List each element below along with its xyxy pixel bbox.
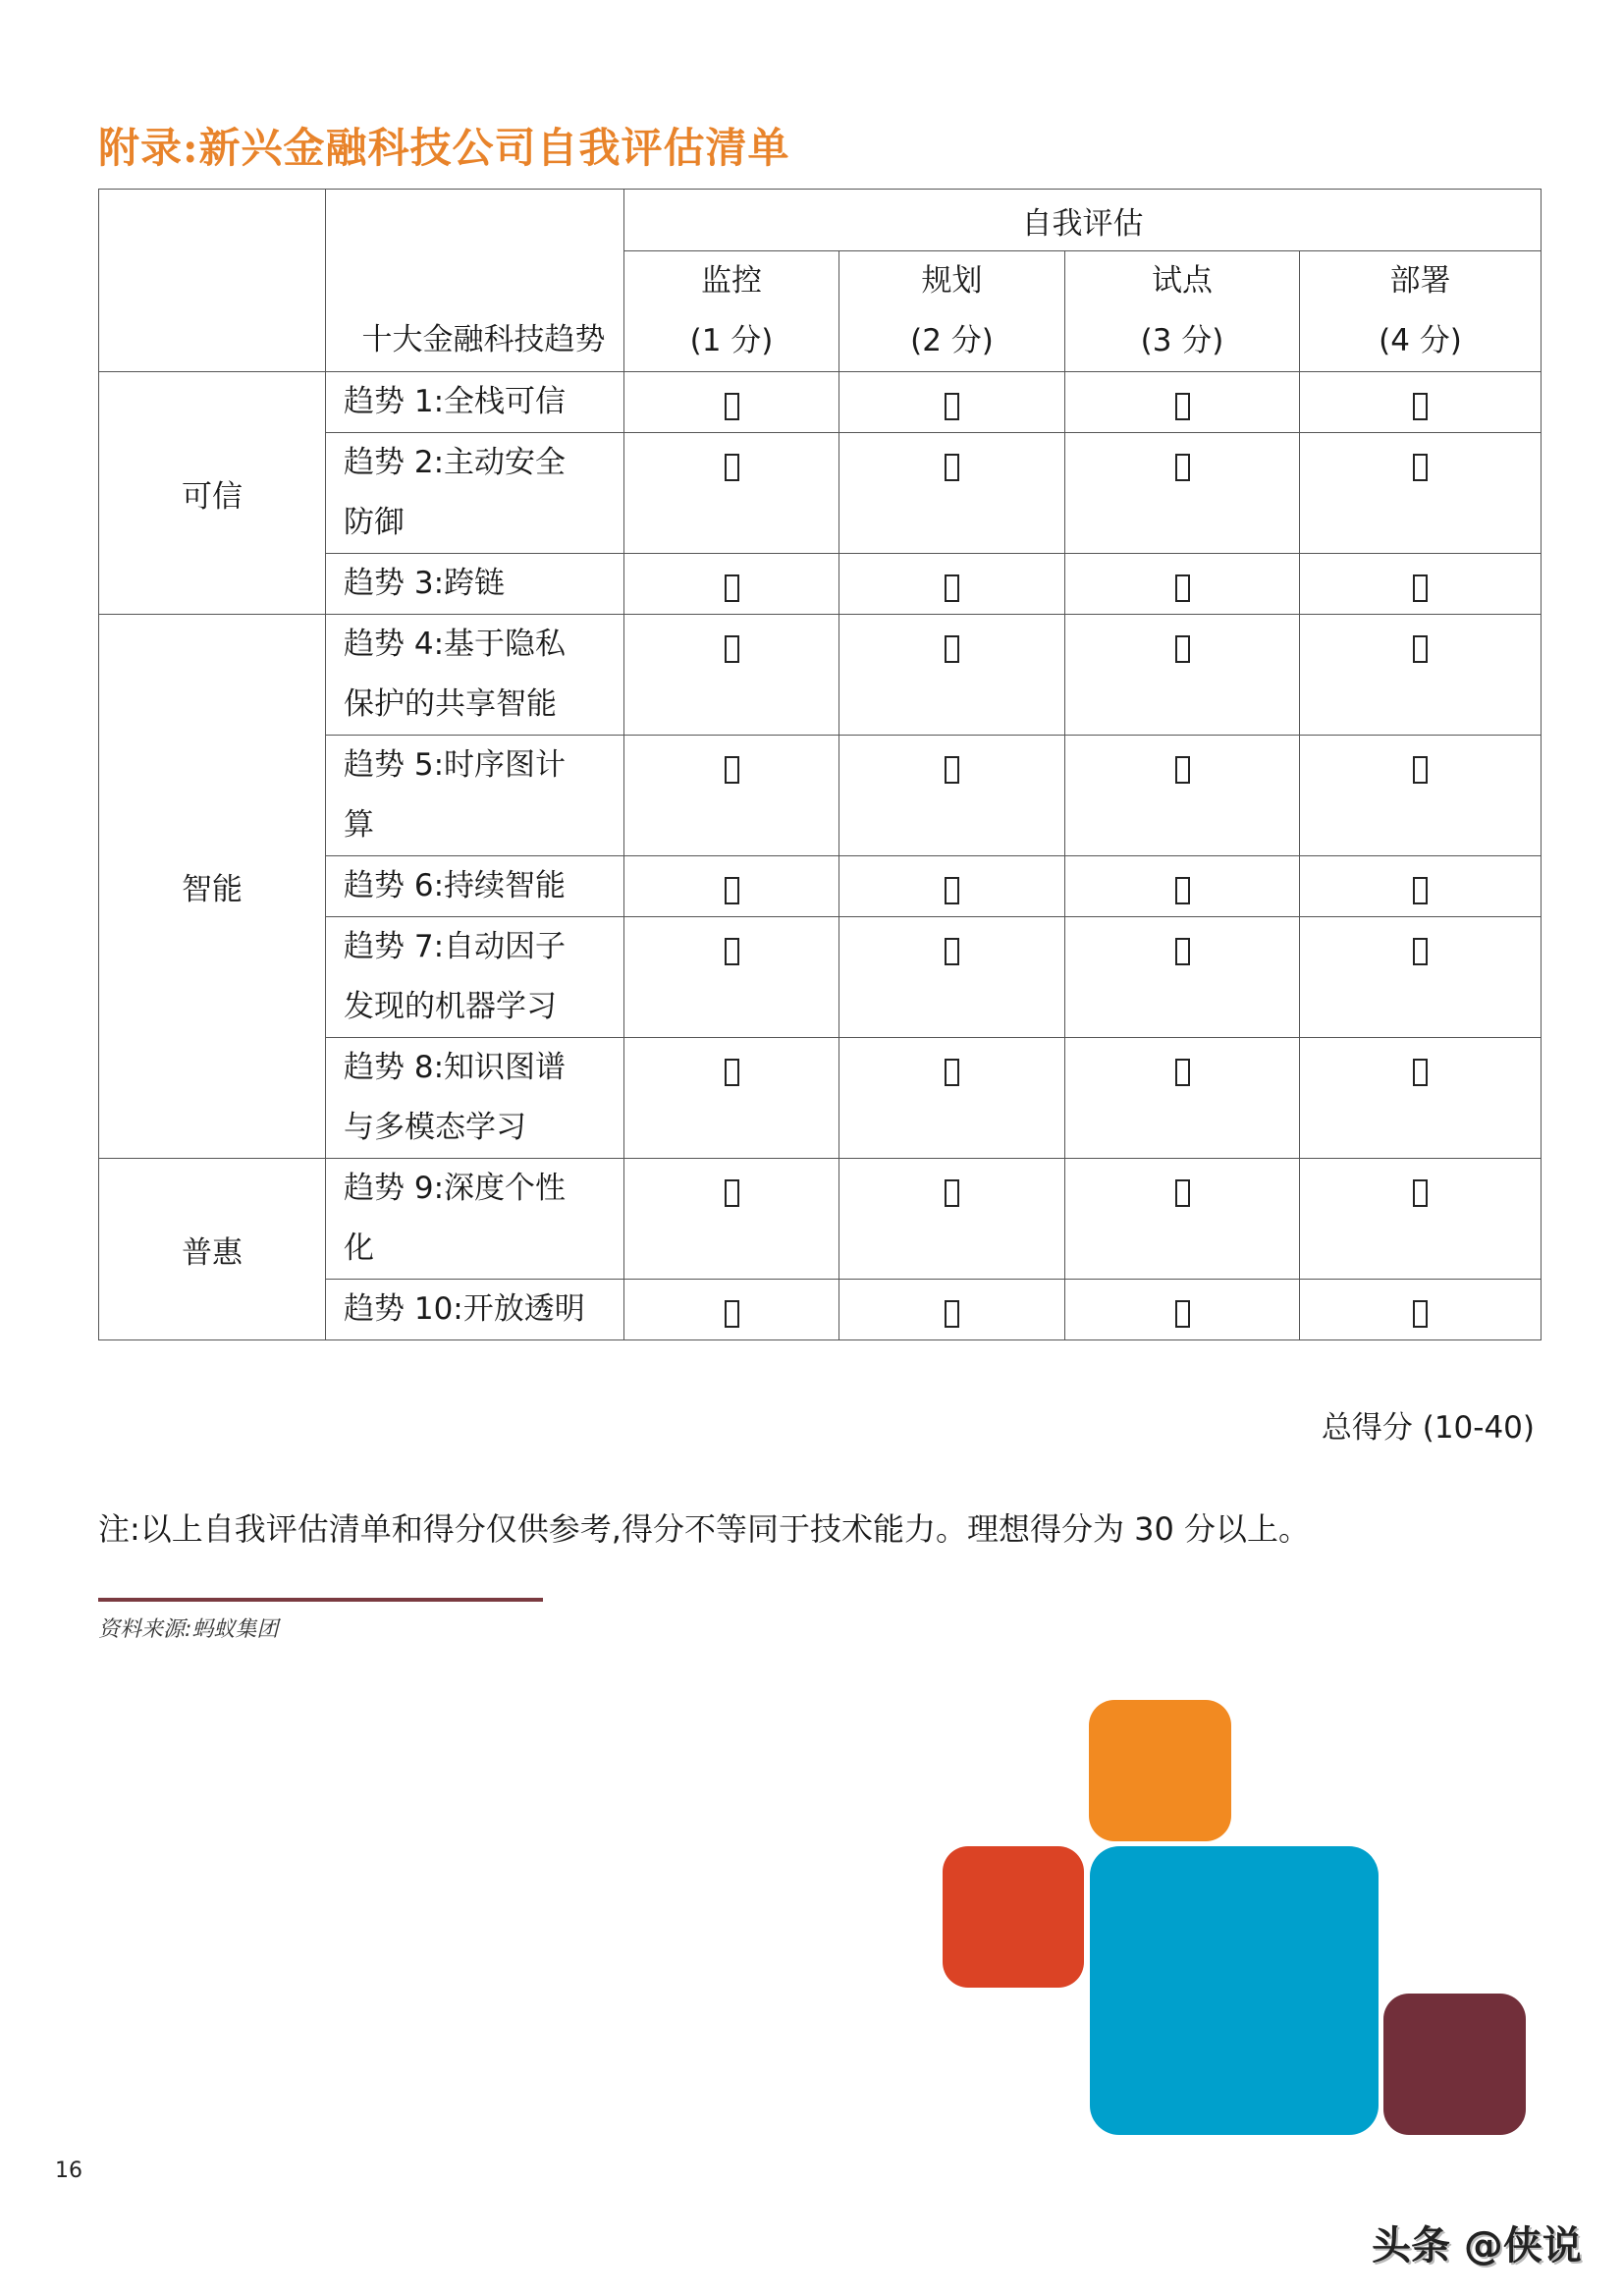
level-score: (3 分) bbox=[1140, 323, 1224, 358]
trend-name bbox=[326, 1280, 624, 1340]
table-row bbox=[99, 372, 1542, 433]
header-level-deploy bbox=[1300, 251, 1542, 372]
checkbox-icon[interactable] bbox=[945, 756, 959, 784]
checkbox-icon[interactable] bbox=[945, 574, 959, 602]
checkbox-icon[interactable] bbox=[945, 454, 959, 481]
checkbox-icon[interactable] bbox=[725, 1059, 739, 1086]
score-cell[interactable] bbox=[624, 917, 839, 1038]
score-cell[interactable] bbox=[1065, 1038, 1300, 1159]
trend-name-line: 化 bbox=[344, 1230, 374, 1266]
checkbox-icon[interactable] bbox=[1175, 454, 1190, 481]
score-cell[interactable] bbox=[839, 433, 1065, 554]
score-cell[interactable] bbox=[839, 736, 1065, 856]
score-cell[interactable] bbox=[1300, 615, 1542, 736]
checkbox-icon[interactable] bbox=[725, 635, 739, 663]
level-score: (1 分) bbox=[689, 323, 774, 358]
trend-name bbox=[326, 856, 624, 917]
checkbox-icon[interactable] bbox=[725, 454, 739, 481]
level-label: 部署 bbox=[1389, 263, 1451, 299]
trend-name-line: 发现的机器学习 bbox=[344, 989, 557, 1024]
trend-name bbox=[326, 433, 624, 554]
score-cell[interactable] bbox=[839, 856, 1065, 917]
checkbox-icon[interactable] bbox=[1413, 877, 1428, 904]
trend-name-line: 算 bbox=[344, 807, 374, 843]
score-cell[interactable] bbox=[839, 1159, 1065, 1280]
decorative-maroon-square bbox=[1383, 1994, 1526, 2135]
checkbox-icon[interactable] bbox=[725, 1179, 739, 1207]
score-cell[interactable] bbox=[624, 856, 839, 917]
score-cell[interactable] bbox=[1065, 1159, 1300, 1280]
level-score: (2 分) bbox=[910, 323, 994, 358]
score-cell[interactable] bbox=[1300, 372, 1542, 433]
header-level-pilot bbox=[1065, 251, 1300, 372]
score-cell[interactable] bbox=[624, 1038, 839, 1159]
checkbox-icon[interactable] bbox=[945, 1059, 959, 1086]
trend-name-line: 趋势 4:基于隐私 bbox=[344, 627, 567, 662]
score-cell[interactable] bbox=[839, 372, 1065, 433]
header-self-assessment: 自我评估 bbox=[624, 190, 1542, 251]
score-cell[interactable] bbox=[839, 1038, 1065, 1159]
score-cell[interactable] bbox=[1065, 917, 1300, 1038]
trend-name bbox=[326, 372, 624, 433]
trend-name-line: 趋势 6:持续智能 bbox=[344, 868, 567, 903]
checkbox-icon[interactable] bbox=[945, 938, 959, 965]
decorative-blue-square bbox=[1090, 1846, 1379, 2135]
score-cell[interactable] bbox=[839, 615, 1065, 736]
trend-name-line: 趋势 7:自动因子 bbox=[344, 929, 567, 964]
score-cell[interactable] bbox=[1300, 1038, 1542, 1159]
checkbox-icon[interactable] bbox=[1175, 393, 1190, 420]
checkbox-icon[interactable] bbox=[725, 393, 739, 420]
header-empty-cell bbox=[99, 190, 326, 372]
score-cell[interactable] bbox=[1065, 372, 1300, 433]
trend-name-line: 趋势 3:跨链 bbox=[344, 566, 506, 601]
checkbox-icon[interactable] bbox=[945, 1179, 959, 1207]
level-score: (4 分) bbox=[1379, 323, 1462, 358]
decorative-orange-square bbox=[1089, 1700, 1231, 1841]
trend-name bbox=[326, 736, 624, 856]
header-level-plan bbox=[839, 251, 1065, 372]
score-cell[interactable] bbox=[1300, 856, 1542, 917]
score-cell[interactable] bbox=[1065, 1280, 1300, 1340]
score-cell[interactable] bbox=[1065, 856, 1300, 917]
trend-name bbox=[326, 615, 624, 736]
checkbox-icon[interactable] bbox=[725, 574, 739, 602]
checkbox-icon[interactable] bbox=[1413, 574, 1428, 602]
watermark: 头条 @侠说 bbox=[1372, 2223, 1582, 2269]
trend-name-line: 与多模态学习 bbox=[344, 1110, 526, 1145]
trend-name-line: 趋势 10:开放透明 bbox=[344, 1291, 585, 1327]
score-cell[interactable] bbox=[1300, 736, 1542, 856]
page-number: 16 bbox=[55, 2159, 82, 2183]
checkbox-icon[interactable] bbox=[1413, 393, 1428, 420]
checkbox-icon[interactable] bbox=[1175, 1059, 1190, 1086]
checkbox-icon[interactable] bbox=[1413, 1059, 1428, 1086]
checkbox-icon[interactable] bbox=[1413, 635, 1428, 663]
table-row bbox=[99, 615, 1542, 736]
score-cell[interactable] bbox=[624, 372, 839, 433]
score-cell[interactable] bbox=[1065, 615, 1300, 736]
total-score-label: 总得分 (10-40) bbox=[1321, 1410, 1535, 1446]
trend-name bbox=[326, 554, 624, 615]
score-cell[interactable] bbox=[1065, 433, 1300, 554]
group-label: 普惠 bbox=[99, 1159, 326, 1340]
header-trend-column: 十大金融科技趋势 bbox=[326, 190, 624, 372]
level-label: 规划 bbox=[921, 263, 983, 299]
checkbox-icon[interactable] bbox=[1175, 1300, 1190, 1328]
checkbox-icon[interactable] bbox=[1175, 938, 1190, 965]
level-label: 监控 bbox=[701, 263, 762, 299]
checkbox-icon[interactable] bbox=[725, 1300, 739, 1328]
checkbox-icon[interactable] bbox=[945, 635, 959, 663]
decorative-red-square bbox=[943, 1846, 1084, 1988]
checkbox-icon[interactable] bbox=[1413, 454, 1428, 481]
source-text: 资料来源:蚂蚁集团 bbox=[98, 1617, 279, 1642]
note-text: 注:以上自我评估清单和得分仅供参考,得分不等同于技术能力。理想得分为 30 分以上。 bbox=[98, 1510, 1311, 1548]
checkbox-icon[interactable] bbox=[1413, 1179, 1428, 1207]
checkbox-icon[interactable] bbox=[945, 393, 959, 420]
score-cell[interactable] bbox=[624, 554, 839, 615]
trend-name-line: 趋势 5:时序图计 bbox=[344, 747, 567, 783]
score-cell[interactable] bbox=[839, 554, 1065, 615]
checkbox-icon[interactable] bbox=[725, 938, 739, 965]
score-cell[interactable] bbox=[1065, 554, 1300, 615]
checkbox-icon[interactable] bbox=[1413, 1300, 1428, 1328]
score-cell[interactable] bbox=[1300, 1280, 1542, 1340]
trend-name-line: 趋势 8:知识图谱 bbox=[344, 1050, 567, 1085]
checkbox-icon[interactable] bbox=[1175, 877, 1190, 904]
trend-name-line: 保护的共享智能 bbox=[344, 686, 557, 722]
checkbox-icon[interactable] bbox=[1175, 574, 1190, 602]
score-cell[interactable] bbox=[839, 1280, 1065, 1340]
score-cell[interactable] bbox=[624, 1280, 839, 1340]
score-cell[interactable] bbox=[1300, 433, 1542, 554]
trend-name-line: 趋势 9:深度个性 bbox=[344, 1171, 567, 1206]
table-row bbox=[99, 1159, 1542, 1280]
source-divider bbox=[98, 1598, 543, 1602]
score-cell[interactable] bbox=[624, 615, 839, 736]
score-cell[interactable] bbox=[1065, 736, 1300, 856]
score-cell[interactable] bbox=[1300, 917, 1542, 1038]
checkbox-icon[interactable] bbox=[1175, 635, 1190, 663]
level-label: 试点 bbox=[1152, 263, 1213, 299]
group-label: 智能 bbox=[99, 615, 326, 1159]
checkbox-icon[interactable] bbox=[725, 877, 739, 904]
checkbox-icon[interactable] bbox=[945, 877, 959, 904]
page-title: 附录:新兴金融科技公司自我评估清单 bbox=[98, 124, 790, 172]
trend-name-line: 防御 bbox=[344, 505, 405, 540]
score-cell[interactable] bbox=[624, 736, 839, 856]
checkbox-icon[interactable] bbox=[945, 1300, 959, 1328]
checkbox-icon[interactable] bbox=[1413, 756, 1428, 784]
trend-name bbox=[326, 1038, 624, 1159]
checkbox-icon[interactable] bbox=[1175, 1179, 1190, 1207]
group-label: 可信 bbox=[99, 372, 326, 615]
trend-name-line: 趋势 1:全栈可信 bbox=[344, 384, 567, 419]
checkbox-icon[interactable] bbox=[1175, 756, 1190, 784]
score-cell[interactable] bbox=[1300, 554, 1542, 615]
header-level-monitor bbox=[624, 251, 839, 372]
score-cell[interactable] bbox=[839, 917, 1065, 1038]
score-cell[interactable] bbox=[1300, 1159, 1542, 1280]
trend-name bbox=[326, 917, 624, 1038]
score-cell[interactable] bbox=[624, 433, 839, 554]
score-cell[interactable] bbox=[624, 1159, 839, 1280]
trend-name bbox=[326, 1159, 624, 1280]
checkbox-icon[interactable] bbox=[1413, 938, 1428, 965]
checkbox-icon[interactable] bbox=[725, 756, 739, 784]
self-assessment-table bbox=[98, 189, 1542, 1340]
trend-name-line: 趋势 2:主动安全 bbox=[344, 445, 567, 480]
